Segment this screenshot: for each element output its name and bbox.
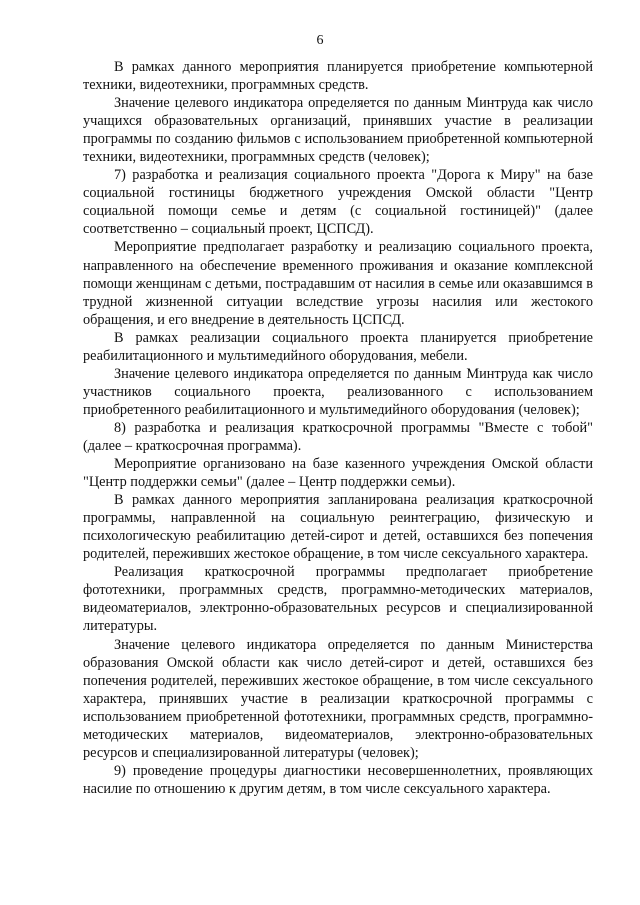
paragraph: 7) разработка и реализация социального проекта "Дорога к Миру" на базе социальной гостиницы бюджетного учреждения Омской области "Центр социальной помощи семье и детям (с социальной гостиницей)" (далее соответственно – социальный проект, ЦСПСД). — [83, 167, 593, 238]
page-number: 6 — [316, 33, 324, 48]
paragraph: 9) проведение процедуры диагностики несовершеннолетних, проявляющих насилие по отношению к другим детям, в том числе сексуального характера. — [83, 762, 593, 797]
paragraph: Мероприятие организовано на базе казенного учреждения Омской области "Центр поддержки семьи" (далее – Центр поддержки семьи). — [83, 456, 593, 491]
paragraph: В рамках данного мероприятия запланирована реализация краткосрочной программы, направленной на социальную реинтеграцию, физическую и психологическую реабилитацию детей-сирот и детей, оставшихся без попечения родителей, переживших жестокое обращение, в том числе сексуального характера. — [83, 492, 593, 563]
paragraph: Значение целевого индикатора определяется по данным Минтруда как число учащихся образовательных организаций, принявших участие в реализации программы по созданию фильмов с использованием приобретенной компьютерной техники, видеотехники, программных средств (человек); — [83, 95, 593, 166]
paragraph: Значение целевого индикатора определяется по данным Министерства образования Омской области как число детей-сирот и детей, оставшихся без попечения родителей, переживших жестокое обращение, в том числе сексуального характера, принявших участие в реализации краткосрочной программы с использованием приобретенной фототехники, программных средств, программно-методических материалов, видеоматериалов, электронно-образовательных ресурсов и специализированной литературы (человек); — [83, 636, 593, 761]
paragraph: 8) разработка и реализация краткосрочной программы "Вместе с тобой" (далее – краткосрочная программа). — [83, 419, 593, 454]
paragraph: Значение целевого индикатора определяется по данным Минтруда как число участников социального проекта, реализованного с использованием приобретенного реабилитационного и мультимедийного оборудования (человек); — [83, 365, 593, 418]
paragraph: Мероприятие предполагает разработку и реализацию социального проекта, направленного на обеспечение временного проживания и оказание комплексной помощи женщинам с детьми, пострадавшим от насилия в семье или оказавшимся в трудной жизненной ситуации вследствие угрозы насилия или жестокого обращения, и его внедрение в деятельность ЦСПСД. — [83, 239, 593, 328]
paragraph: Реализация краткосрочной программы предполагает приобретение фототехники, программных средств, программно-методических материалов, видеоматериалов, электронно-образовательных ресурсов и специализированной литературы. — [83, 564, 593, 635]
paragraph: В рамках реализации социального проекта планируется приобретение реабилитационного и мультимедийного оборудования, мебели. — [83, 329, 593, 364]
document-body — [83, 58, 593, 798]
paragraph: В рамках данного мероприятия планируется приобретение компьютерной техники, видеотехники, программных средств. — [83, 59, 593, 94]
